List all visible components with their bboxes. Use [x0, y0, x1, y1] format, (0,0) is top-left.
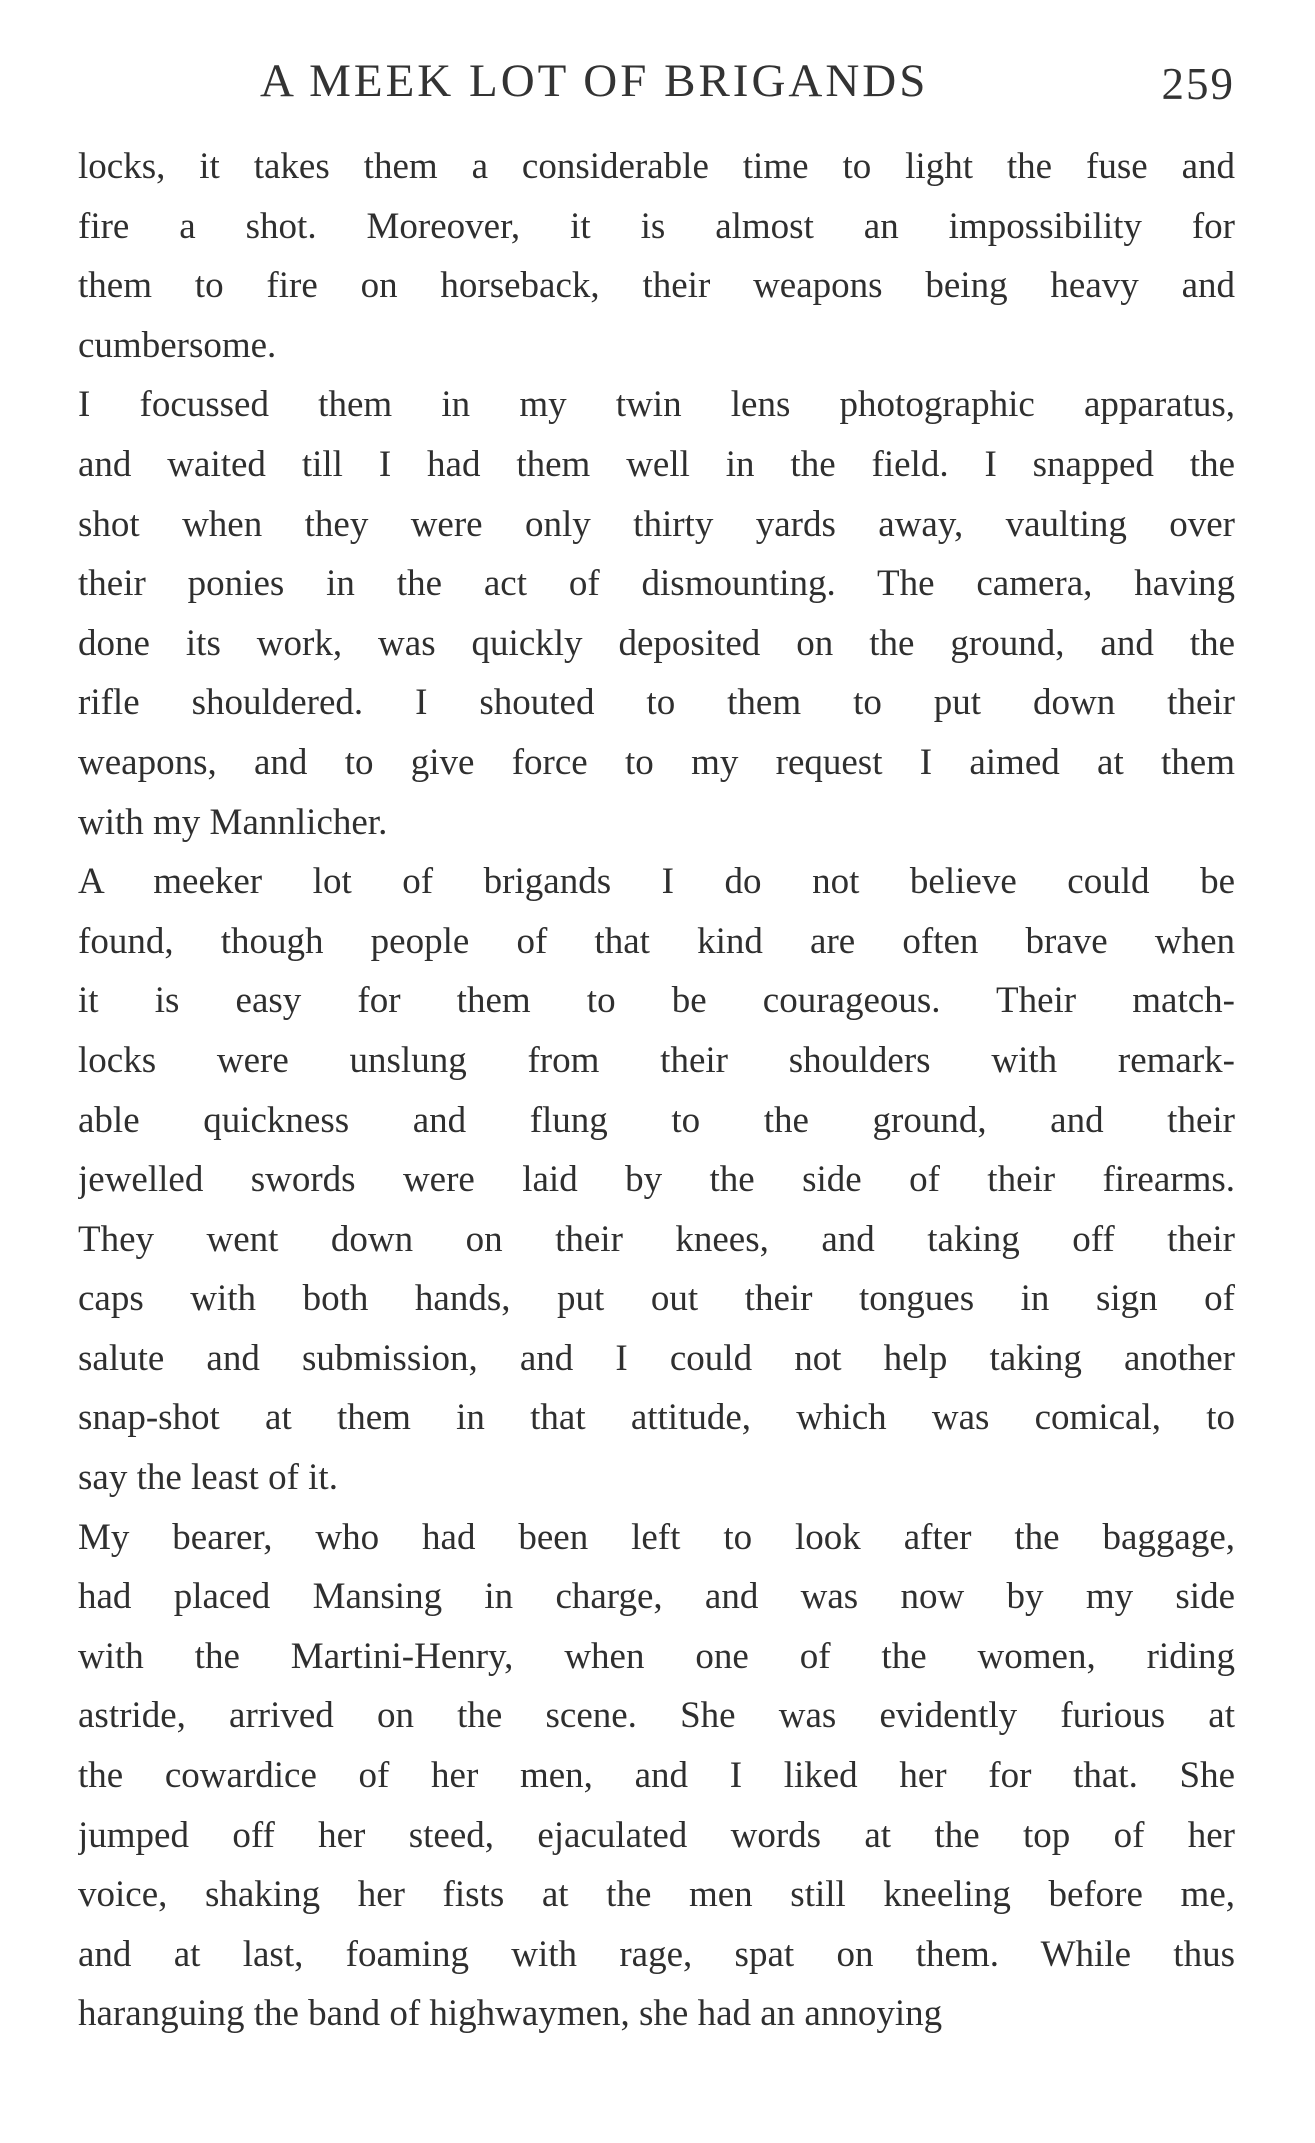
paragraph — [78, 375, 1235, 852]
text-line: jumped off her steed, ejaculated words at the top of her — [78, 1814, 1235, 1856]
text-line: snap-shot at them in that attitude, which was comical, to — [78, 1397, 1235, 1439]
text-line: cumbersome. — [78, 324, 277, 366]
text-line: found, though people of that kind are often brave when — [78, 920, 1235, 962]
text-line: able quickness and flung to the ground, and their — [78, 1099, 1235, 1141]
text-line: caps with both hands, put out their tongues in sign of — [78, 1278, 1235, 1320]
text-line: voice, shaking her fists at the men still kneeling before me, — [78, 1874, 1235, 1916]
body-text — [78, 137, 1235, 2044]
text-line: their ponies in the act of dismounting. The camera, having — [78, 563, 1235, 605]
text-line: had placed Mansing in charge, and was now by my side — [78, 1576, 1235, 1618]
text-line: salute and submission, and I could not help taking another — [78, 1337, 1235, 1379]
text-line: the cowardice of her men, and I liked her for that. She — [78, 1755, 1235, 1797]
text-line: locks, it takes them a considerable time to light the fuse and — [78, 146, 1235, 187]
text-line: They went down on their knees, and taking off their — [78, 1218, 1235, 1260]
running-title: A MEEK LOT OF BRIGANDS — [260, 55, 929, 107]
paragraph — [78, 1508, 1235, 2044]
text-line: shot when they were only thirty yards away, vaulting over — [78, 503, 1235, 545]
running-head — [78, 54, 1235, 114]
text-line: haranguing the band of highwaymen, she had an annoying — [78, 1993, 943, 2035]
text-line: them to fire on horseback, their weapons being heavy and — [78, 265, 1235, 307]
paragraph — [78, 852, 1235, 1508]
text-line: say the least of it. — [78, 1457, 338, 1499]
text-line: weapons, and to give force to my request I aimed at them — [78, 741, 1235, 783]
text-line: rifle shouldered. I shouted to them to put down their — [78, 682, 1235, 724]
text-line: done its work, was quickly deposited on the ground, and the — [78, 622, 1235, 664]
text-line: it is easy for them to be courageous. Their match- — [78, 980, 1235, 1022]
text-line: and at last, foaming with rage, spat on them. While thus — [78, 1933, 1235, 1975]
text-line: with my Mannlicher. — [78, 801, 388, 843]
text-line: and waited till I had them well in the field. I snapped the — [78, 443, 1235, 485]
page-number: 259 — [1161, 59, 1235, 109]
text-line: locks were unslung from their shoulders with remark- — [78, 1039, 1235, 1081]
text-line: fire a shot. Moreover, it is almost an impossibility for — [78, 205, 1235, 247]
text-line: with the Martini-Henry, when one of the women, riding — [78, 1635, 1235, 1677]
paragraph — [78, 137, 1235, 375]
text-line: My bearer, who had been left to look after the baggage, — [78, 1516, 1235, 1558]
text-line: jewelled swords were laid by the side of their firearms. — [78, 1159, 1235, 1201]
text-line: I focussed them in my twin lens photographic apparatus, — [78, 384, 1235, 426]
text-line: astride, arrived on the scene. She was evidently furious at — [78, 1695, 1235, 1737]
text-line: A meeker lot of brigands I do not believe could be — [78, 861, 1235, 903]
